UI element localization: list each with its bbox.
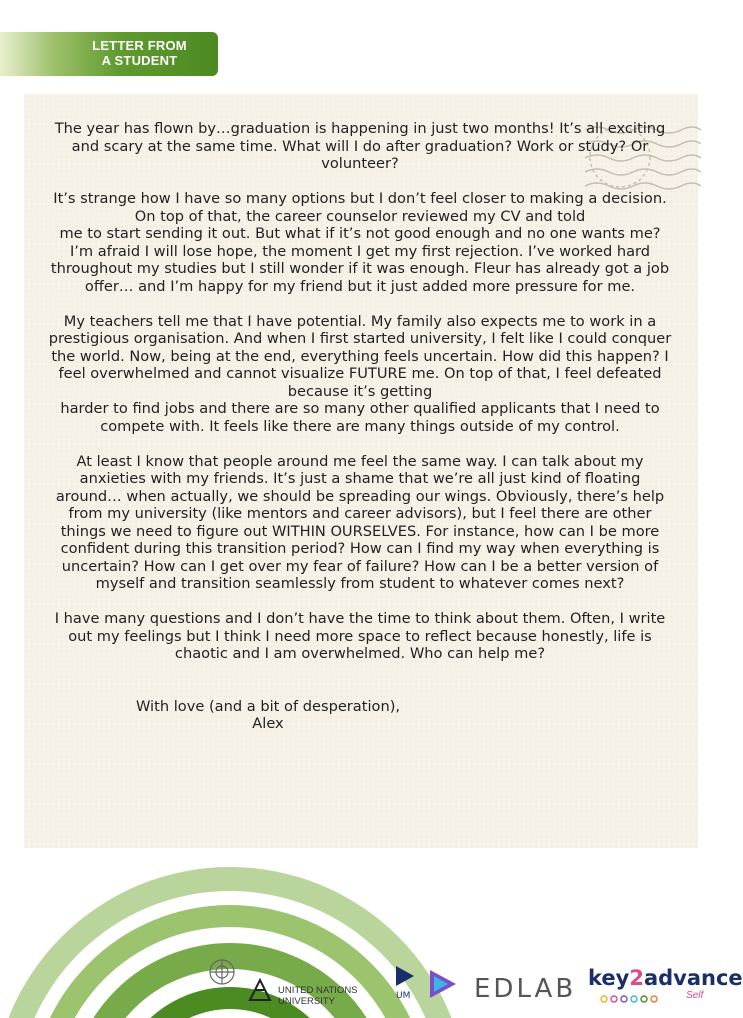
unu-line-1: UNITED NATIONS [278,985,358,996]
banner-line-1: LETTER FROM [92,38,187,53]
letter-line: harder to find jobs and there are so many other qualified applicants that I need to compete with. It feels like there are many things outside of my control. [60,400,660,435]
k2a-rest: advance [643,966,743,990]
edlab-wordmark: EDLAB [474,974,577,1004]
um-logo-icon [396,966,414,1001]
un-emblem-icon [210,960,234,984]
k2a-two: 2 [629,966,644,990]
k2a-self-label: Self [686,990,704,1001]
signature: Alex [252,715,284,732]
key2advance-wordmark [588,966,743,990]
banner-line-2: A STUDENT [101,53,178,68]
k2a-key: key [588,966,630,990]
letter-paragraph [48,313,672,436]
svg-text:UM: UM [396,991,411,1001]
letter-paragraph: I have many questions and I don’t have the time to think about them. Often, I write out my feelings but I think I need more space to reflect because honestly, life is chaotic and I am overwhelmed. Who can help me? [54,610,666,662]
letter-signoff [48,698,488,733]
letter-line: My teachers tell me that I have potential. My family also expects me to work in a prestigious organisation. And when I first started university, I felt like I could conquer the world. Now, being at the end, everything feels uncertain. How did this happen? I feel overwhelmed and cannot visualize FUTURE me. On top of that, I feel defeated because it’s getting [48,312,672,400]
closing-line: With love (and a bit of desperation), [135,697,401,715]
letter-paragraph [48,190,672,295]
unu-logo-icon [250,980,270,1000]
edlab-logo-icon [430,970,456,998]
letter-line: It’s strange how I have so many options but I don’t feel closer to making a decision. On top of that, the career counselor reviewed my CV and told [53,190,667,225]
letter-line: me to start sending it out. But what if it’s not good enough and no one wants me? I’m afraid I will lose hope, the moment I get my first rejection. I’ve worked hard throughout my studies but I still wonder if it was enough. Fleur has already got a job offer… and I’m happy for my friend but it just added more pressure for me. [50,225,670,295]
banner-title [72,38,207,68]
unu-line-2: UNIVERSITY [278,996,336,1007]
letter-body [48,120,672,750]
letter-paragraph: At least I know that people around me feel the same way. I can talk about my anxieties with my friends. It’s just a shame that we’re all just kind of floating around… when actually, we should be spreading our wings. Obviously, there’s help from my university (like mentors and career advisors), but I feel there are other things we need to figure out WITHIN OURSELVES. For instance, how can I be more confident during this transition period? How can I find my way when everything is uncertain? How can I get over my fear of failure? How can I be a better version of myself and transition seamlessly from student to whatever comes next? [55,452,665,592]
unu-name [278,985,358,1007]
letter-paragraph: The year has flown by…graduation is happening in just two months! It’s all exciting and scary at the same time. What will I do after graduation? Work or study? Or volunteer? [54,120,666,172]
k2a-dots-icon [600,994,680,1004]
